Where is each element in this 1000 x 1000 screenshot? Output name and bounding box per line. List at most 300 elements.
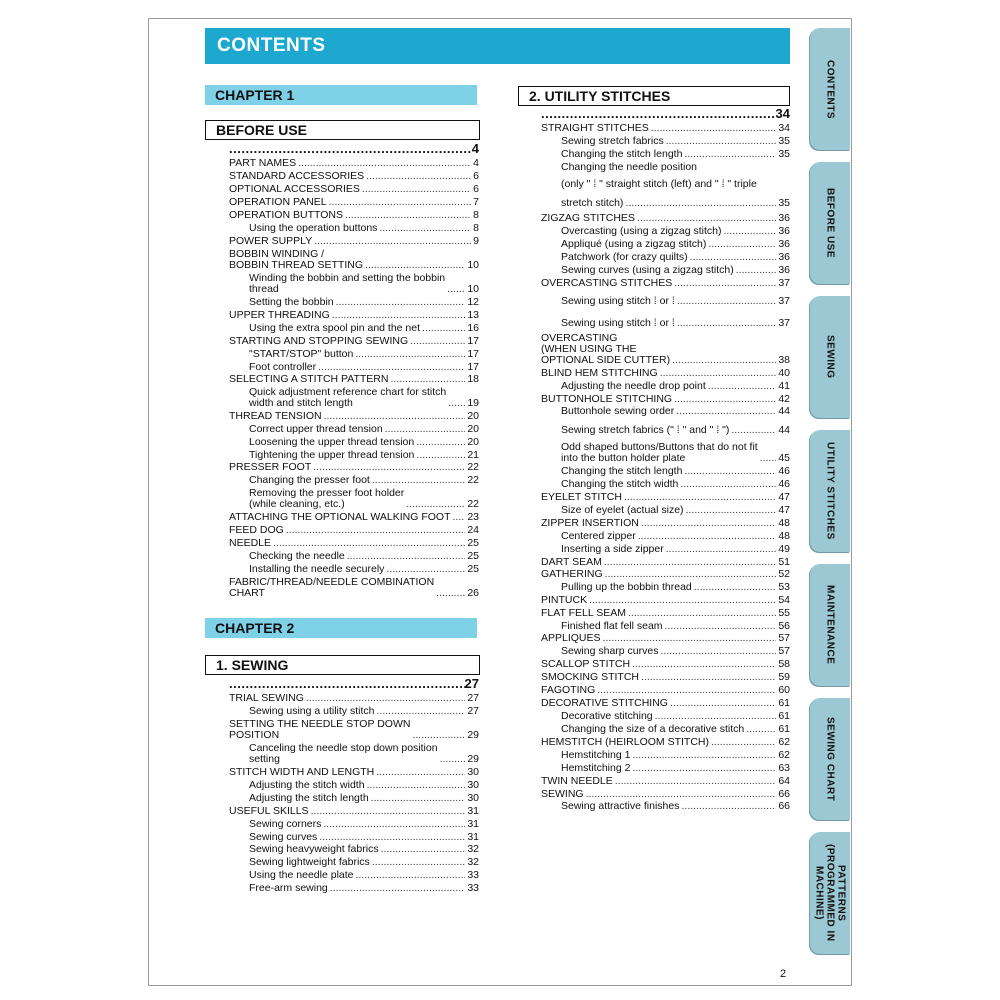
toc-entry-page: 19 — [467, 397, 479, 409]
tab-label: PATTERNS (PROGRAMMED IN MACHINE) — [813, 844, 847, 942]
toc-entry-text: Tightening the upper thread tension — [249, 449, 415, 461]
toc-entry-text: Foot controller — [249, 361, 317, 373]
dot-leader — [684, 466, 776, 477]
toc-subentry[interactable] — [249, 743, 479, 765]
dot-leader — [313, 462, 465, 473]
sidebar-tab-before-use[interactable] — [810, 162, 850, 284]
toc-entry-page: 6 — [473, 170, 479, 182]
toc-entry[interactable] — [229, 577, 479, 599]
toc-subentry[interactable] — [249, 475, 479, 486]
dot-leader — [604, 557, 776, 568]
toc-subentry[interactable] — [561, 136, 790, 147]
toc-entry-page: 37 — [778, 295, 790, 307]
dot-leader — [372, 475, 465, 486]
dot-leader — [672, 355, 776, 366]
toc-entry-text: Adjusting the needle drop point — [561, 380, 706, 392]
toc-subentry[interactable] — [561, 296, 790, 307]
dot-leader — [686, 505, 777, 516]
toc-entry[interactable] — [541, 608, 790, 619]
dot-leader — [385, 424, 466, 435]
toc-entry-page: 36 — [778, 251, 790, 263]
toc-subentry[interactable] — [249, 323, 479, 334]
toc-entry-text: Winding the bobbin and setting the bobbin thread — [249, 272, 446, 295]
toc-entry-text: Changing the size of a decorative stitch — [561, 723, 745, 735]
toc-subentry[interactable] — [561, 479, 790, 490]
dot-leader — [677, 296, 777, 307]
dot-leader — [736, 265, 777, 276]
toc-subentry[interactable] — [561, 646, 790, 657]
toc-entry-text: stretch stitch) — [561, 197, 624, 209]
toc-entry-text: EYELET STITCH — [541, 491, 622, 503]
toc-entry-text: STRAIGHT STITCHES — [541, 122, 649, 134]
toc-entry[interactable] — [541, 698, 790, 709]
dot-leader — [332, 310, 466, 321]
toc-entry-page: 17 — [467, 348, 479, 360]
toc-entry[interactable] — [541, 278, 790, 289]
toc-entry[interactable] — [541, 633, 790, 644]
toc-entry[interactable] — [541, 685, 790, 696]
toc-entry-text: Changing the needle position — [561, 161, 698, 173]
toc-subentry[interactable] — [249, 273, 479, 295]
dot-leader — [694, 582, 777, 593]
toc-entry-text: FABRIC/THREAD/NEEDLE COMBINATION CHART — [229, 576, 435, 599]
toc-entry-text: Appliqué (using a zigzag stitch) — [561, 238, 707, 250]
dot-leader — [665, 621, 777, 632]
toc-entry-page: 44 — [778, 424, 790, 436]
toc-subentry[interactable] — [249, 297, 479, 308]
toc-subentry[interactable] — [561, 226, 790, 237]
toc-entry-text: STARTING AND STOPPING SEWING — [229, 335, 409, 347]
toc-entry-page: 17 — [467, 361, 479, 373]
sidebar-tab-contents[interactable] — [810, 28, 850, 150]
dot-leader — [677, 318, 777, 329]
chapter-2-heading: CHAPTER 2 — [205, 618, 477, 638]
toc-entry-text: USEFUL SKILLS — [229, 805, 309, 817]
toc-entry[interactable] — [229, 184, 479, 195]
toc-entry-page: 30 — [467, 779, 479, 791]
dot-leader — [311, 806, 466, 817]
dot-leader — [684, 149, 776, 160]
toc-entry[interactable] — [541, 492, 790, 503]
toc-entry-text: Correct upper thread tension — [249, 423, 383, 435]
toc-subentry[interactable] — [561, 149, 790, 160]
toc-entry-page: 33 — [467, 882, 479, 894]
toc-entry-page: 9 — [473, 235, 479, 247]
sidebar-tab-utility-stitches[interactable] — [810, 430, 850, 552]
toc-subentry[interactable] — [561, 801, 790, 812]
toc-entry-text: Using the operation buttons — [249, 222, 378, 234]
toc-entry-text: FLAT FELL SEAM — [541, 607, 626, 619]
toc-subentry[interactable] — [561, 239, 790, 250]
toc-entry-text: Hemstitching 2 — [561, 762, 631, 774]
toc-entry-page: 41 — [778, 380, 790, 392]
toc-entry-text: Using the extra spool pin and the net — [249, 322, 421, 334]
sidebar-tab-sewing[interactable] — [810, 296, 850, 418]
sidebar-tab-sewing-chart[interactable] — [810, 698, 850, 820]
dot-leader — [406, 499, 465, 510]
toc-entry-text: PART NAMES — [229, 157, 297, 169]
dot-leader — [597, 685, 776, 696]
dot-leader — [319, 832, 465, 843]
toc-entry-text: OPERATION BUTTONS — [229, 209, 343, 221]
toc-entry-page: 33 — [467, 869, 479, 881]
section-utility-page[interactable]: ..... 34 — [541, 108, 790, 120]
toc-entry-text: Sewing curves — [249, 831, 318, 843]
toc-subentry[interactable] — [249, 564, 479, 575]
section-before-use-title: BEFORE USE — [205, 120, 480, 140]
toc-subentry[interactable] — [561, 252, 790, 263]
toc-entry-text: Using the needle plate — [249, 869, 354, 881]
toc-entry-page: 51 — [778, 556, 790, 568]
toc-entry[interactable] — [229, 806, 479, 817]
toc-entry[interactable] — [541, 518, 790, 529]
dot-leader — [660, 646, 776, 657]
toc-entry[interactable] — [541, 659, 790, 670]
dot-leader — [329, 197, 472, 208]
toc-entry-page: 31 — [467, 805, 479, 817]
dot-leader — [651, 123, 777, 134]
dot-leader — [422, 323, 465, 334]
dot-leader — [416, 450, 465, 461]
toc-entry-text: HEMSTITCH (HEIRLOOM STITCH) — [541, 736, 709, 748]
toc-entry-text: APPLIQUES — [541, 632, 601, 644]
toc-subentry[interactable] — [561, 179, 790, 190]
toc-subentry[interactable] — [249, 819, 479, 830]
dot-leader — [367, 780, 466, 791]
toc-entry-text: Changing the stitch length — [561, 148, 683, 160]
page-number: 2 — [780, 968, 787, 980]
toc-entry[interactable] — [229, 411, 479, 422]
sidebar-tab-maintenance[interactable] — [810, 564, 850, 686]
toc-entry-page: 32 — [467, 856, 479, 868]
toc-entry-page: 58 — [778, 658, 790, 670]
toc-entry-text: FEED DOG — [229, 524, 284, 536]
dot-leader — [625, 198, 776, 209]
toc-entry[interactable] — [541, 595, 790, 606]
dot-leader — [273, 538, 465, 549]
toc-entry[interactable] — [229, 374, 479, 385]
toc-entry-text: TWIN NEEDLE — [541, 775, 613, 787]
toc-subentry[interactable] — [249, 437, 479, 448]
toc-entry-page: 18 — [467, 373, 479, 385]
toc-entry[interactable] — [541, 569, 790, 580]
toc-subentry[interactable] — [561, 531, 790, 542]
dot-leader — [676, 406, 776, 417]
toc-entry-page: 29 — [467, 753, 479, 765]
toc-entry[interactable] — [229, 693, 479, 704]
toc-entry-text: POWER SUPPLY — [229, 235, 313, 247]
toc-entry[interactable] — [229, 767, 479, 778]
toc-entry-text: BOBBIN WINDING / BOBBIN THREAD SETTING — [229, 248, 363, 271]
dot-leader — [298, 158, 471, 169]
toc-entry-page: 37 — [778, 317, 790, 329]
toc-entry-page: 38 — [778, 354, 790, 366]
toc-entry-text: GATHERING — [541, 568, 603, 580]
toc-entry[interactable] — [229, 236, 479, 247]
toc-entry-page: 25 — [467, 537, 479, 549]
toc-entry-text: Loosening the upper thread tension — [249, 436, 415, 448]
sidebar-tab-patterns-programmed-in-machine[interactable] — [810, 832, 850, 954]
toc-subentry[interactable] — [249, 349, 479, 360]
toc-entry[interactable] — [541, 333, 790, 366]
toc-entry-page: 59 — [778, 671, 790, 683]
toc-entry-page: 24 — [467, 524, 479, 536]
toc-entry[interactable] — [229, 171, 479, 182]
toc-subentry[interactable] — [561, 406, 790, 417]
toc-subentry[interactable] — [249, 832, 479, 843]
toc-entry-page: 36 — [778, 264, 790, 276]
toc-subentry[interactable] — [561, 544, 790, 555]
dot-leader — [723, 226, 776, 237]
toc-subentry[interactable] — [561, 381, 790, 392]
toc-entry-text: Odd shaped buttons/Buttons that do not fit into the button holder plate — [561, 441, 758, 464]
toc-entry-page: 31 — [467, 818, 479, 830]
section-before-use-page[interactable]: ..... 4 — [229, 143, 479, 155]
toc-entry-page: 26 — [467, 587, 479, 599]
dot-leader — [760, 453, 777, 464]
toc-entry-page: 54 — [778, 594, 790, 606]
dot-leader — [306, 693, 465, 704]
dot-leader — [355, 349, 465, 360]
toc-entry-text: SEWING — [541, 788, 584, 800]
toc-subentry[interactable] — [249, 551, 479, 562]
dot-leader — [641, 672, 776, 683]
dot-leader — [637, 213, 776, 224]
toc-subentry[interactable] — [561, 724, 790, 735]
toc-entry-text: DART SEAM — [541, 556, 602, 568]
toc-entry-text: Sewing using stitch ⁞ or ⁞ — [561, 295, 675, 307]
toc-entry-text: Checking the needle — [249, 550, 345, 562]
toc-entry-text: ATTACHING THE OPTIONAL WALKING FOOT — [229, 511, 451, 523]
dot-leader — [681, 801, 776, 812]
tab-label: BEFORE USE — [824, 187, 836, 258]
toc-subentry[interactable] — [561, 162, 790, 173]
toc-entry[interactable] — [229, 210, 479, 221]
toc-subentry[interactable] — [561, 763, 790, 774]
toc-entry[interactable] — [229, 158, 479, 169]
toc-entry-text: Sewing using a utility stitch — [249, 705, 375, 717]
toc-entry-page: 45 — [778, 452, 790, 464]
toc-entry-page: 30 — [467, 766, 479, 778]
section-utility-title: 2. UTILITY STITCHES — [518, 86, 790, 106]
toc-subentry[interactable] — [561, 442, 790, 464]
toc-entry-text: Changing the stitch width — [561, 478, 679, 490]
toc-subentry[interactable] — [249, 883, 479, 894]
toc-entry-page: 4 — [473, 157, 479, 169]
toc-subentry[interactable] — [561, 425, 790, 436]
toc-entry-text: Sewing stretch fabrics — [561, 135, 664, 147]
toc-subentry[interactable] — [249, 780, 479, 791]
toc-subentry[interactable] — [249, 857, 479, 868]
dot-leader — [603, 633, 777, 644]
dot-leader — [336, 297, 466, 308]
toc-entry-page: 34 — [778, 122, 790, 134]
tab-label: CONTENTS — [824, 59, 836, 119]
toc-entry-text: SELECTING A STITCH PATTERN — [229, 373, 389, 385]
toc-entry-text: THREAD TENSION — [229, 410, 322, 422]
toc-entry-text: Quick adjustment reference chart for stitch width and stitch length — [249, 386, 447, 409]
dot-leader — [440, 754, 466, 765]
toc-entry-text: Installing the needle securely — [249, 563, 385, 575]
toc-subentry[interactable] — [249, 844, 479, 855]
toc-entry-text: Sewing attractive finishes — [561, 800, 680, 812]
toc-subentry[interactable] — [249, 424, 479, 435]
toc-entry[interactable] — [229, 525, 479, 536]
toc-entry[interactable] — [541, 368, 790, 379]
toc-subentry[interactable] — [249, 223, 479, 234]
toc-entry[interactable] — [541, 123, 790, 134]
dot-leader — [323, 819, 465, 830]
dot-leader — [324, 411, 466, 422]
toc-entry[interactable] — [541, 672, 790, 683]
toc-entry-page: 63 — [778, 762, 790, 774]
toc-subentry[interactable] — [561, 505, 790, 516]
dot-leader — [410, 336, 465, 347]
toc-entry-text: Changing the presser foot — [249, 474, 370, 486]
toc-entry[interactable] — [229, 197, 479, 208]
toc-entry-page: 46 — [778, 465, 790, 477]
toc-subentry[interactable] — [249, 450, 479, 461]
toc-entry-page: 47 — [778, 491, 790, 503]
toc-entry-page: 61 — [778, 723, 790, 735]
toc-entry[interactable] — [541, 557, 790, 568]
dot-leader — [347, 551, 466, 562]
toc-entry-page: 37 — [778, 277, 790, 289]
dot-leader — [708, 239, 776, 250]
toc-entry[interactable] — [229, 249, 479, 271]
toc-entry[interactable] — [541, 213, 790, 224]
toc-entry[interactable] — [229, 310, 479, 321]
toc-entry-page: 46 — [778, 478, 790, 490]
toc-subentry[interactable] — [249, 488, 479, 510]
toc-entry[interactable] — [229, 512, 479, 523]
toc-subentry[interactable] — [249, 362, 479, 373]
toc-entry-page: 61 — [778, 710, 790, 722]
dot-leader — [390, 374, 465, 385]
dot-leader — [314, 236, 471, 247]
toc-entry[interactable] — [541, 394, 790, 405]
toc-entry-text: TRIAL SEWING — [229, 692, 304, 704]
dot-leader — [371, 793, 466, 804]
toc-entry[interactable] — [229, 462, 479, 473]
dot-leader — [605, 569, 777, 580]
toc-entry[interactable] — [541, 776, 790, 787]
toc-entry-page: 53 — [778, 581, 790, 593]
toc-entry-text: Sewing lightweight fabrics — [249, 856, 370, 868]
toc-entry-page: 22 — [467, 474, 479, 486]
section-sewing-title: 1. SEWING — [205, 655, 480, 675]
toc-entry-page: 57 — [778, 632, 790, 644]
dot-leader — [711, 737, 776, 748]
dot-leader — [615, 776, 777, 787]
toc-entry-page: 31 — [467, 831, 479, 843]
toc-entry-text: DECORATIVE STITCHING — [541, 697, 668, 709]
dot-leader — [632, 659, 776, 670]
toc-subentry[interactable] — [561, 265, 790, 276]
toc-entry-text: OPTIONAL ACCESSORIES — [229, 183, 360, 195]
toc-entry[interactable] — [229, 336, 479, 347]
dot-leader — [416, 437, 465, 448]
toc-subentry[interactable] — [561, 582, 790, 593]
dot-leader — [586, 789, 777, 800]
toc-entry-text: Centered zipper — [561, 530, 636, 542]
toc-entry-page: 62 — [778, 736, 790, 748]
toc-subentry[interactable] — [561, 466, 790, 477]
toc-entry[interactable] — [541, 737, 790, 748]
toc-entry-text: Adjusting the stitch length — [249, 792, 369, 804]
toc-subentry[interactable] — [249, 870, 479, 881]
toc-entry-text: Size of eyelet (actual size) — [561, 504, 684, 516]
toc-entry-page: 47 — [778, 504, 790, 516]
toc-entry-page: 40 — [778, 367, 790, 379]
dot-leader — [674, 278, 776, 289]
toc-entry-page: 36 — [778, 225, 790, 237]
dot-leader — [655, 711, 777, 722]
toc-entry-page: 27 — [467, 705, 479, 717]
toc-subentry[interactable] — [561, 318, 790, 329]
toc-entry-page: 56 — [778, 620, 790, 632]
toc-entry-page: 10 — [467, 259, 479, 271]
toc-entry-page: 23 — [467, 511, 479, 523]
toc-entry[interactable] — [541, 789, 790, 800]
chapter-1-heading: CHAPTER 1 — [205, 85, 477, 105]
toc-entry[interactable] — [229, 719, 479, 741]
toc-entry-text: Adjusting the stitch width — [249, 779, 365, 791]
toc-subentry[interactable] — [561, 621, 790, 632]
dot-leader — [641, 518, 776, 529]
toc-entry-text: Canceling the needle stop down position setting — [249, 742, 438, 765]
toc-subentry[interactable] — [249, 387, 479, 409]
dot-leader — [666, 544, 777, 555]
dot-leader — [690, 252, 777, 263]
dot-leader — [356, 870, 466, 881]
toc-entry-page: 35 — [778, 148, 790, 160]
toc-subentry[interactable] — [561, 711, 790, 722]
toc-entry-text: Setting the bobbin — [249, 296, 334, 308]
toc-entry-page: 48 — [778, 530, 790, 542]
dot-leader — [674, 394, 776, 405]
toc-subentry[interactable] — [561, 750, 790, 761]
toc-subentry[interactable] — [249, 706, 479, 717]
toc-entry-page: 29 — [467, 729, 479, 741]
toc-entry-page: 10 — [467, 283, 479, 295]
toc-entry-page: 27 — [467, 692, 479, 704]
toc-entry[interactable] — [229, 538, 479, 549]
dot-leader — [666, 136, 777, 147]
toc-entry-text: Sewing sharp curves — [561, 645, 659, 657]
toc-entry-page: 57 — [778, 645, 790, 657]
page-title: CONTENTS — [205, 28, 790, 64]
toc-entry-text: STITCH WIDTH AND LENGTH — [229, 766, 375, 778]
toc-entry-text: OPERATION PANEL — [229, 196, 327, 208]
dot-leader — [453, 512, 466, 523]
toc-entry-page: 17 — [467, 335, 479, 347]
toc-entry-page: 8 — [473, 222, 479, 234]
toc-entry-page: 61 — [778, 697, 790, 709]
toc-entry-text: Overcasting (using a zigzag stitch) — [561, 225, 722, 237]
toc-entry-text: Removing the presser foot holder (while cleaning, etc.) — [249, 487, 405, 510]
toc-entry-text: OVERCASTING STITCHES — [541, 277, 673, 289]
toc-entry-page: 7 — [473, 196, 479, 208]
section-sewing-page[interactable]: ..... 27 — [229, 678, 479, 690]
dot-leader — [362, 184, 471, 195]
toc-entry-text: Inserting a side zipper — [561, 543, 664, 555]
toc-entry-page: 48 — [778, 517, 790, 529]
toc-subentry[interactable] — [561, 198, 790, 209]
toc-entry-text: ZIPPER INSERTION — [541, 517, 639, 529]
toc-subentry[interactable] — [249, 793, 479, 804]
toc-entry-text: Changing the stitch length — [561, 465, 683, 477]
